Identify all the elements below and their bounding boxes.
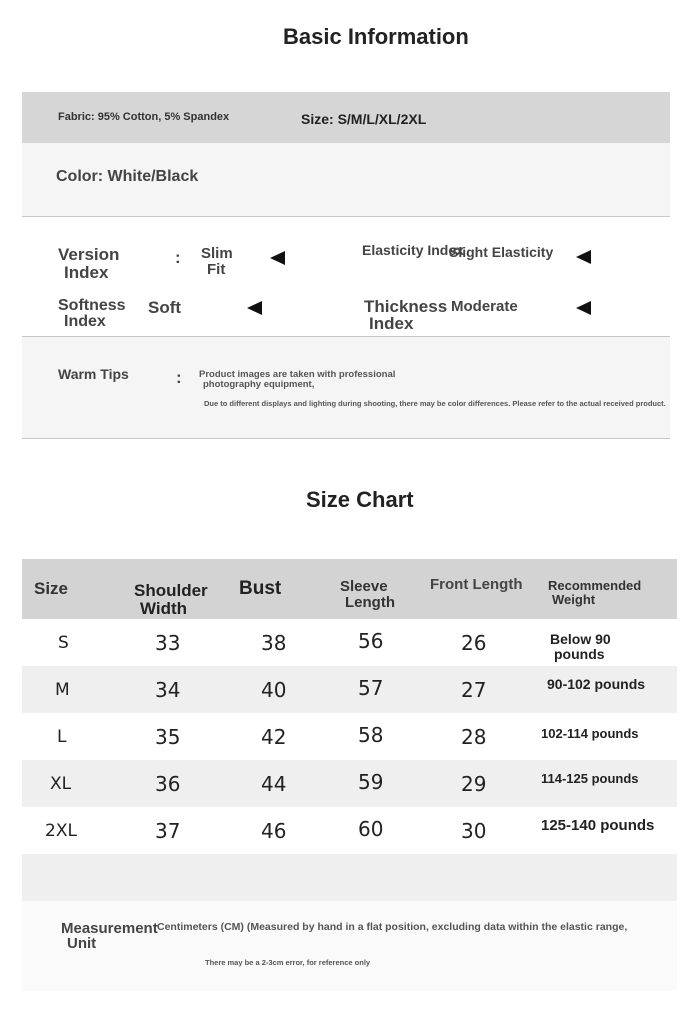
cell-front-length: 26	[461, 631, 487, 655]
version-value: Slim Fit	[201, 245, 233, 278]
cell-front-length: 29	[461, 772, 487, 796]
cell-front-length: 30	[461, 819, 487, 843]
warm-tips-line3: Due to different displays and lighting during shooting, there may be color differences. Please refer to the actual received product.	[204, 399, 666, 408]
cell-sleeve: 59	[358, 770, 384, 794]
version-colon: :	[175, 248, 181, 267]
cell-shoulder: 33	[155, 631, 181, 655]
size-table	[22, 559, 677, 991]
version-label: Version Index	[58, 245, 120, 282]
warm-tips-label: Warm Tips	[58, 366, 129, 382]
cell-weight: 114-125 pounds	[541, 771, 639, 786]
cell-size: L	[57, 727, 67, 747]
warm-tips-colon: :	[176, 368, 182, 387]
elasticity-value: Slight Elasticity	[449, 244, 554, 260]
cell-weight: Below 90 pounds	[550, 631, 611, 662]
warm-tips-line1: Product images are taken with professional	[199, 369, 396, 380]
cell-weight: 125-140 pounds	[541, 817, 655, 834]
cell-shoulder: 35	[155, 725, 181, 749]
cell-sleeve: 57	[358, 676, 384, 700]
cell-sleeve: 56	[358, 629, 384, 653]
softness-value: Soft	[148, 298, 182, 317]
warm-tips-band	[22, 337, 670, 438]
cell-size: 2XL	[45, 821, 77, 841]
table-spacer-row	[22, 854, 677, 901]
basic-info-title: Basic Information	[283, 24, 469, 49]
header-size: Size	[34, 579, 69, 598]
header-weight: Recommended Weight	[548, 578, 642, 607]
cell-front-length: 28	[461, 725, 487, 749]
cell-size: XL	[50, 774, 72, 794]
softness-pointer-icon	[247, 301, 262, 315]
cell-size: M	[55, 680, 70, 700]
divider	[22, 216, 670, 217]
cell-weight: 90-102 pounds	[547, 676, 646, 692]
cell-bust: 38	[261, 631, 287, 655]
header-front-length: Front Length	[430, 576, 523, 593]
thickness-pointer-icon	[576, 301, 591, 315]
cell-bust: 40	[261, 678, 287, 702]
cell-front-length: 27	[461, 678, 487, 702]
elasticity-pointer-icon	[576, 250, 591, 264]
measurement-unit-label: Measurement Unit	[61, 920, 158, 952]
cell-bust: 44	[261, 772, 287, 796]
version-pointer-icon	[270, 251, 285, 265]
cell-shoulder: 37	[155, 819, 181, 843]
cell-bust: 42	[261, 725, 287, 749]
header-bust: Bust	[239, 578, 282, 599]
thickness-label: Thickness Index	[364, 297, 448, 333]
size-text: Size: S/M/L/XL/2XL	[301, 111, 427, 127]
cell-sleeve: 58	[358, 723, 384, 747]
cell-shoulder: 36	[155, 772, 181, 796]
color-text: Color: White/Black	[56, 168, 199, 185]
header-sleeve: Sleeve Length	[340, 578, 395, 611]
cell-bust: 46	[261, 819, 287, 843]
elasticity-label: Elasticity Index	[362, 242, 464, 258]
cell-size: S	[58, 633, 69, 653]
fabric-text: Fabric: 95% Cotton, 5% Spandex	[58, 111, 230, 123]
measurement-unit-note: There may be a 2-3cm error, for reference only	[205, 958, 371, 967]
divider	[22, 438, 670, 439]
cell-shoulder: 34	[155, 678, 181, 702]
warm-tips-line2: photography equipment,	[203, 379, 315, 390]
softness-label: Softness Index	[58, 297, 126, 330]
cell-weight: 102-114 pounds	[541, 726, 639, 741]
measurement-unit-text: Centimeters (CM) (Measured by hand in a flat position, excluding data within the elastic range,	[157, 921, 628, 933]
thickness-value: Moderate	[451, 298, 518, 315]
size-chart-title: Size Chart	[306, 487, 414, 512]
header-shoulder: Shoulder Width	[134, 581, 208, 618]
cell-sleeve: 60	[358, 817, 384, 841]
